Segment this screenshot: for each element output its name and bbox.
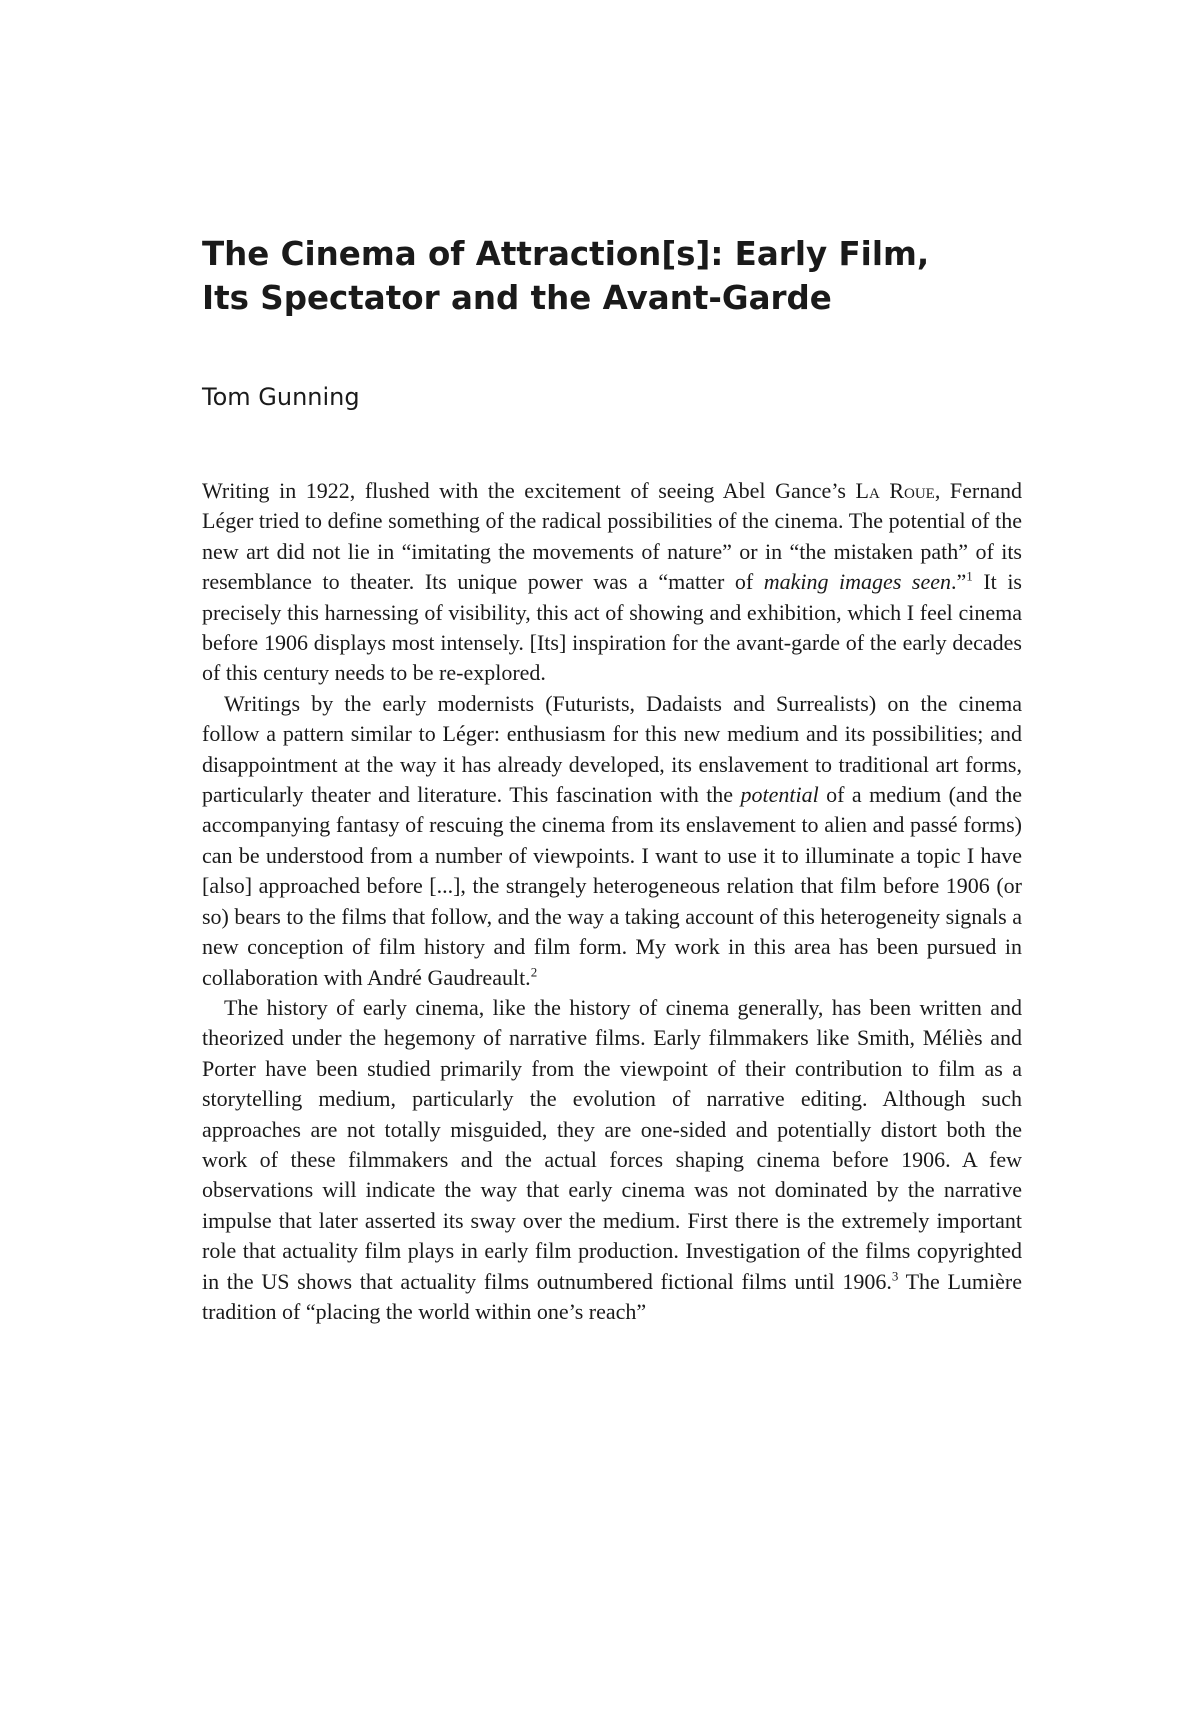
author-name: Tom Gunning — [202, 383, 360, 411]
film-title-la-roue: La Roue — [855, 478, 935, 503]
footnote-marker-1: 1 — [966, 568, 973, 584]
title-line-1: The Cinema of Attraction[s]: Early Film, — [202, 235, 930, 273]
emphasis-text: potential — [740, 782, 819, 808]
paragraph-2 — [202, 689, 1022, 993]
paragraph-1 — [202, 476, 1022, 689]
paragraph-text: It is precisely this harnessing of visibility, this act of showing and exhibition, which I feel cinema before 1906 displays most intensely. [Its] inspiration for the avant-garde of the early decades of this century needs to be re-explored. — [202, 569, 1022, 686]
footnote-marker-2: 2 — [530, 964, 538, 980]
article-body — [202, 476, 1022, 1327]
article-title — [202, 232, 1022, 320]
paragraph-text: The history of early cinema, like the history of cinema generally, has been written and theorized under the hegemony of narrative films. Early filmmakers like Smith, Méliès and Porter have been studied primarily from the viewpoint of their contribution to film as a storytelling medium, particularly the evolution of narrative editing. Although such approaches are not totally misguided, they are one-sided and potentially distort both the work of these filmmakers and the actual forces shaping cinema before 1906. A few observations will indicate the way that early cinema was not dominated by the narrative impulse that later asserted its sway over the medium. First there is the extremely important role that actuality film plays in early film production. Investigation of the films copyrighted in the US shows that actuality films outnumbered fictional films until 1906. — [202, 994, 1022, 1294]
title-line-2: Its Spectator and the Avant-Garde — [202, 279, 832, 317]
paragraph-text: , Fernand Léger tried to define something of the radical possibilities of the cinema. The potential of the new art did not lie in “imitating the movements of nature” or in “the mistaken path” of its resemblance to theater. Its unique power was a “matter of — [202, 478, 1023, 595]
footnote-marker-3: 3 — [891, 1268, 899, 1284]
paragraph-text: Writing in 1922, flushed with the excitement of seeing Abel Gance’s — [202, 478, 856, 503]
paragraph-text: of a medium (and the accompanying fantasy of rescuing the cinema from its enslavement to alien and passé forms) can be understood from a number of viewpoints. I want to use it to illuminate a topic I have [also] approached before [...], the strangely heterogeneous relation that film before 1906 (or so) bears to the films that follow, and the way a taking account of this heterogeneity signals a new conception of film history and film form. My work in this area has been pursued in collaboration with André Gaudreault. — [202, 782, 1022, 990]
paragraph-text: The Lumière tradition of “placing the world within one’s reach” — [202, 1268, 1022, 1324]
paragraph-text: .” — [951, 569, 967, 595]
paragraph-3 — [202, 993, 1022, 1327]
paragraph-text: Writings by the early modernists (Futurists, Dadaists and Surrealists) on the cinema follow a pattern similar to Léger: enthusiasm for this new medium and its possibilities; and disappointment at the way it has already developed, its enslavement to traditional art forms, particularly theater and literature. This fascination with the — [202, 690, 1022, 808]
emphasis-text: making images seen — [763, 569, 952, 595]
